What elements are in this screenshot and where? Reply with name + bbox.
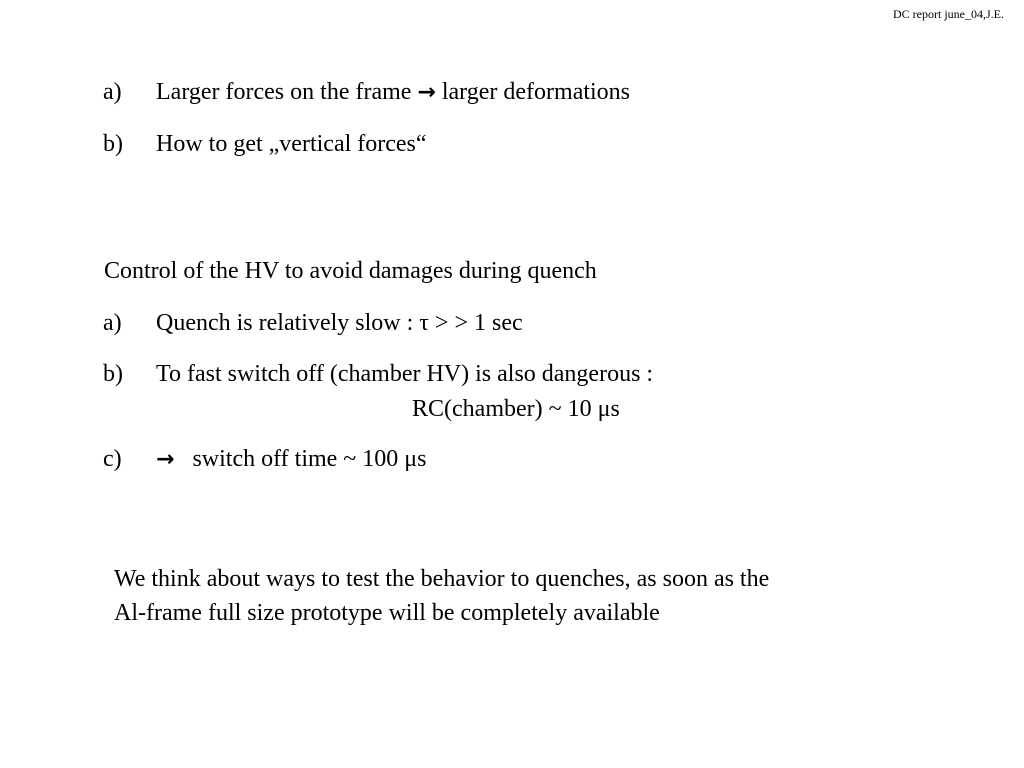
list-marker: c) <box>103 446 122 472</box>
list-item-text: Quench is relatively slow : τ > > 1 sec <box>156 310 523 336</box>
closing-line-2: Al-frame full size prototype will be completely available <box>114 600 660 626</box>
list-marker: b) <box>103 361 123 387</box>
closing-line-1: We think about ways to test the behavior to quenches, as soon as the <box>114 566 770 592</box>
list-item-continuation: RC(chamber) ~ 10 μs <box>412 396 620 422</box>
section-2-heading: Control of the HV to avoid damages during quench <box>104 258 597 284</box>
switch-off-text: switch off time ~ 100 μs <box>192 446 427 472</box>
list-item-text: How to get „vertical forces“ <box>156 131 427 157</box>
list-item-text <box>156 445 427 474</box>
list-marker: a) <box>103 79 122 105</box>
list-item-text <box>156 78 630 107</box>
right-arrow-icon: → <box>417 80 436 105</box>
text-before-arrow: Larger forces on the frame <box>156 79 412 105</box>
right-arrow-icon: → <box>156 447 175 472</box>
list-marker: a) <box>103 310 122 336</box>
report-header: DC report june_04,J.E. <box>893 7 1004 21</box>
list-marker: b) <box>103 131 123 157</box>
text-after-arrow: larger deformations <box>441 79 631 105</box>
list-item-text: To fast switch off (chamber HV) is also dangerous : <box>156 361 654 387</box>
